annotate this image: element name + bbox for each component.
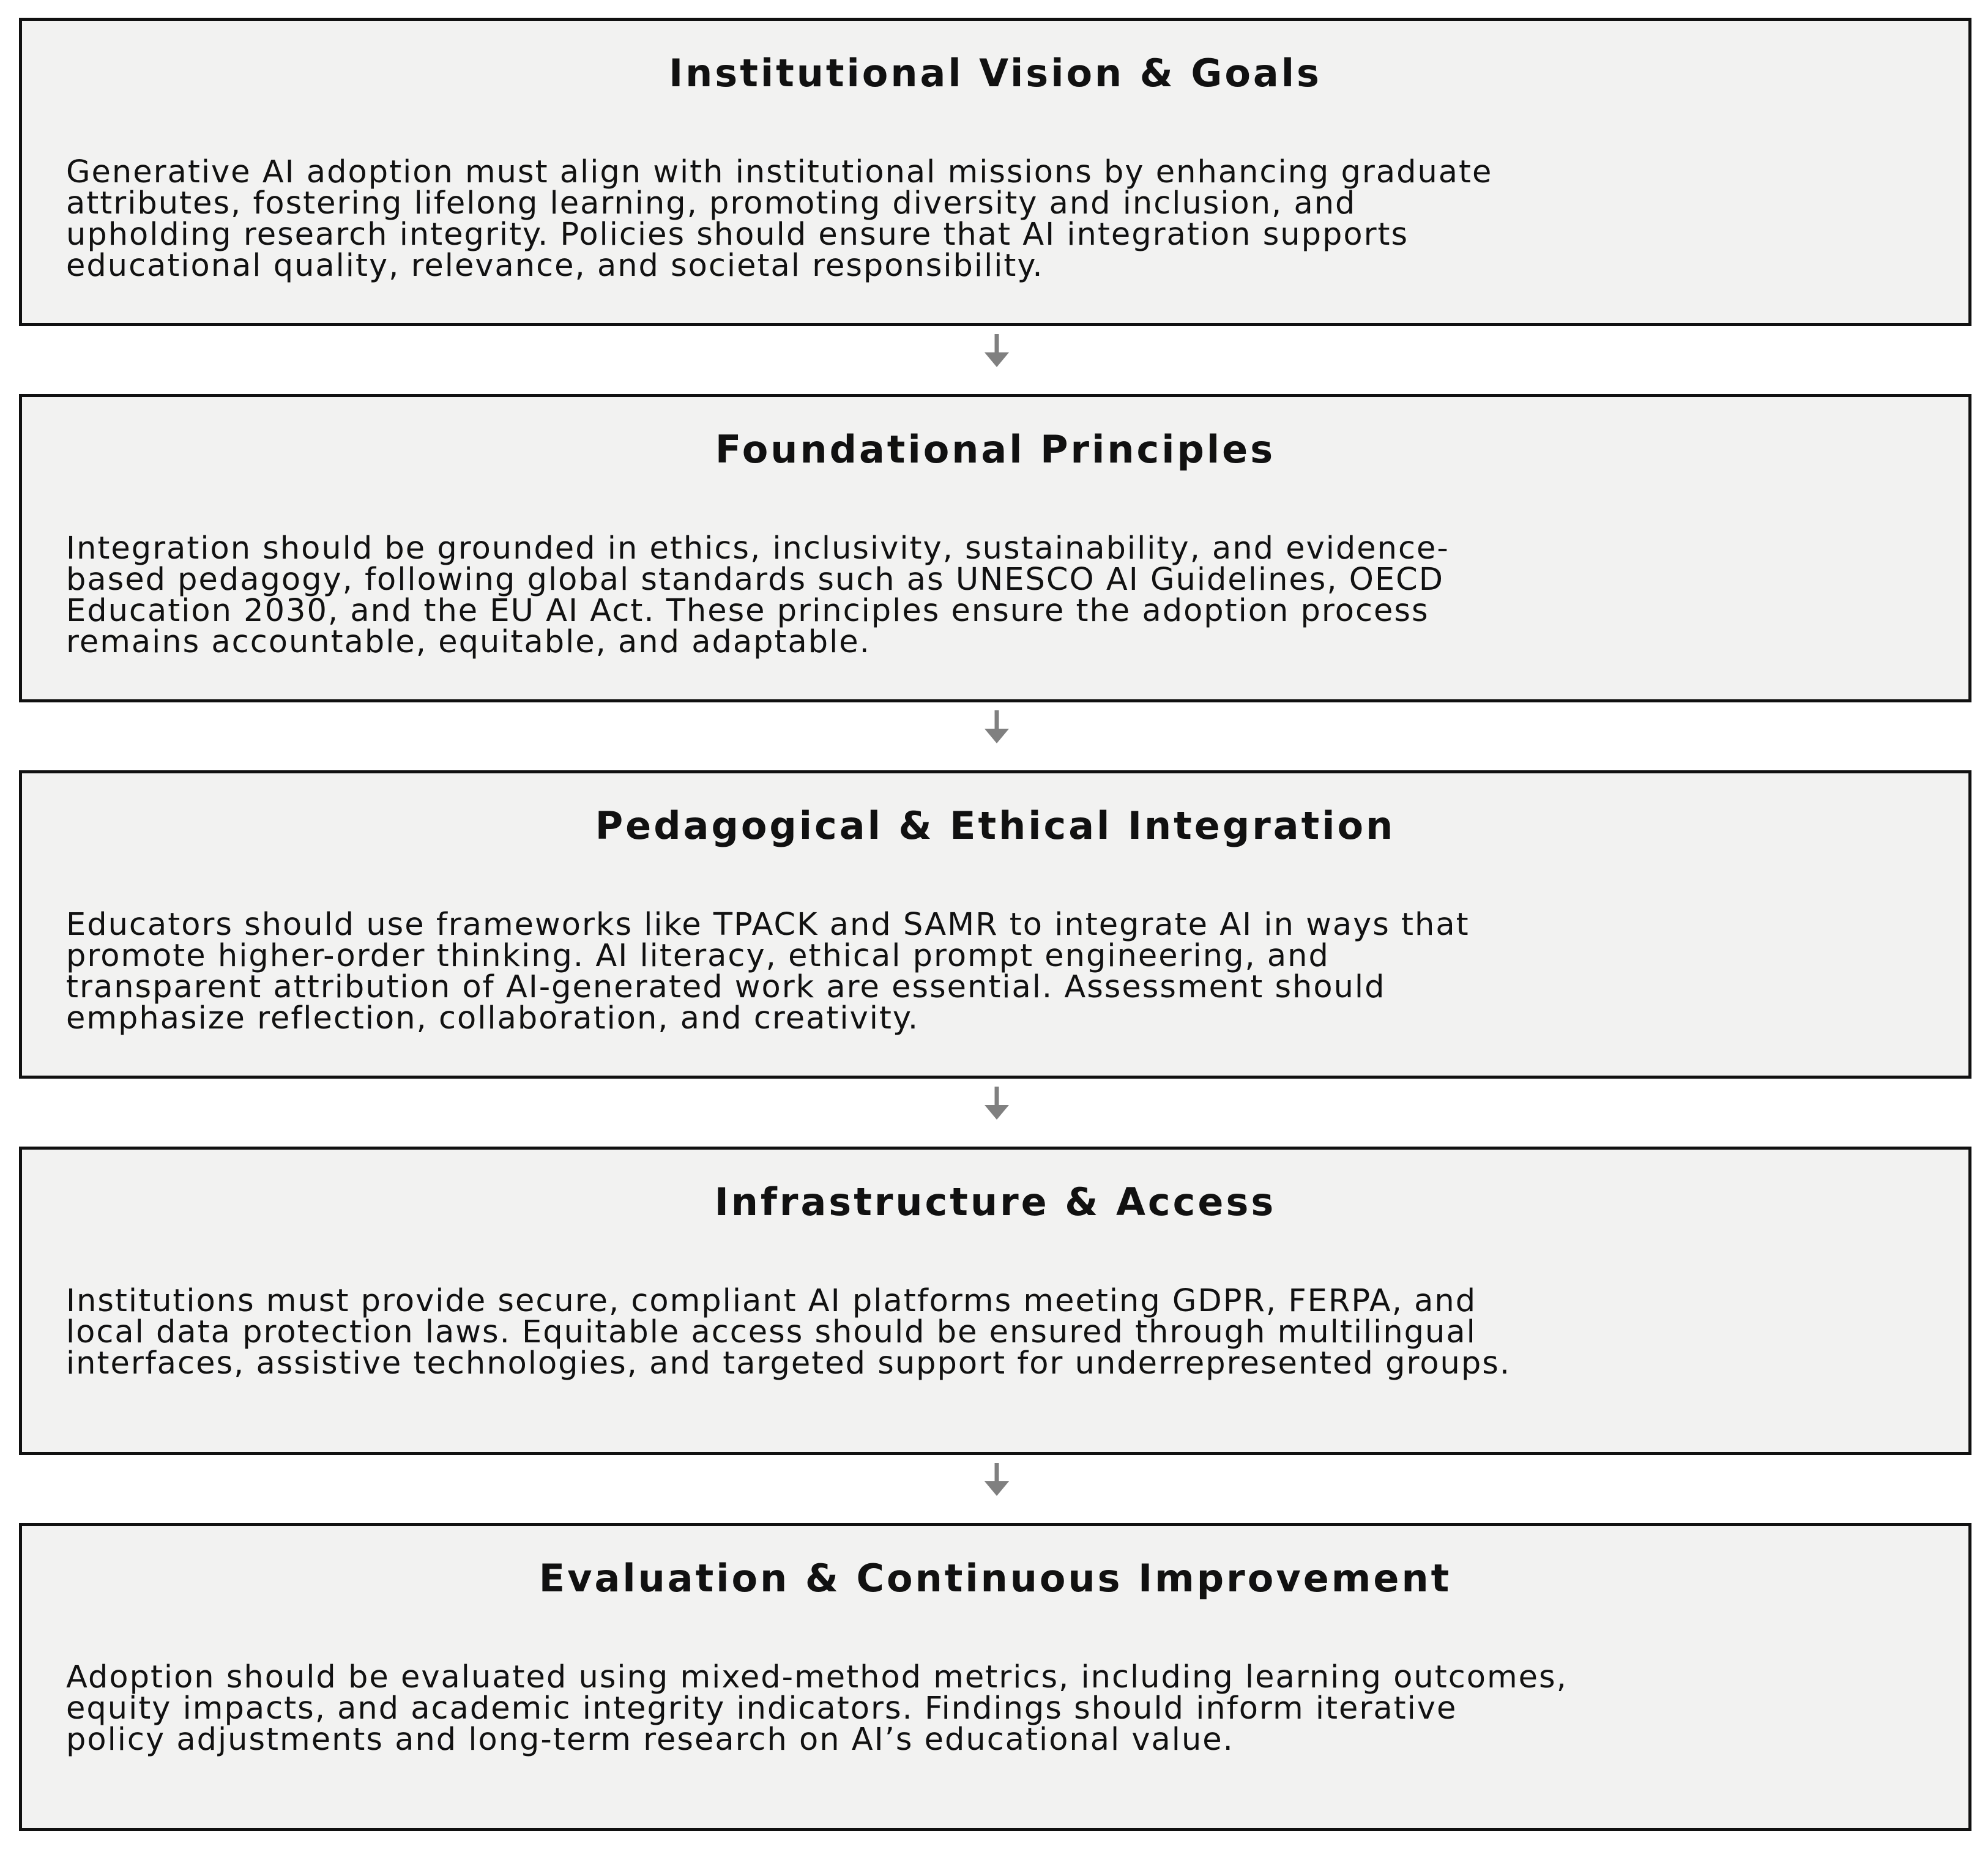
down-arrow-icon [981,1085,1012,1122]
step-description: Integration should be grounded in ethics, inclusivity, sustainability, and evidence- based pedagogy, following global standards such as UNESCO AI Guidelines, OECD Education 2030, and the EU AI Act. These principles ensure the adoption process remains accountable, equitable, and adaptable. [66,530,1450,660]
step-box-pedagogical-ethical-integration [19,770,1971,1079]
step-title: Evaluation & Continuous Improvement [538,1556,1452,1601]
step-box-vision-goals [19,18,1971,326]
step-title: Institutional Vision & Goals [669,51,1322,95]
step-title: Pedagogical & Ethical Integration [595,803,1396,848]
step-description: Educators should use frameworks like TPACK and SAMR to integrate AI in ways that promote higher-order thinking. AI literacy, ethical prompt engineering, and transparent attribution of AI-generated work are essential. Assessment should emphasize reflection, collaboration, and creativity. [66,907,1470,1036]
step-description: Institutions must provide secure, compliant AI platforms meeting GDPR, FERPA, and local data protection laws. Equitable access should be ensured through multilingual interfaces, assistive technologies, and targeted support for underrepresented groups. [66,1283,1511,1382]
down-arrow-icon [981,1462,1012,1498]
step-title: Infrastructure & Access [714,1180,1276,1224]
step-description: Generative AI adoption must align with institutional missions by enhancing graduate attributes, fostering lifelong learning, promoting diversity and inclusion, and upholding research integrity. Policies should ensure that AI integration supports educational quality, relevance, and societal responsibility. [66,154,1493,284]
step-box-evaluation-improvement [19,1523,1971,1831]
down-arrow-icon [981,709,1012,746]
step-box-infrastructure-access [19,1147,1971,1455]
step-title: Foundational Principles [715,427,1276,472]
step-description: Adoption should be evaluated using mixed-method metrics, including learning outcomes, equity impacts, and academic integrity indicators. Findings should inform iterative policy adjustments and long-term research on AI’s educational value. [66,1659,1568,1758]
down-arrow-icon [981,333,1012,370]
step-box-foundational-principles [19,394,1971,702]
